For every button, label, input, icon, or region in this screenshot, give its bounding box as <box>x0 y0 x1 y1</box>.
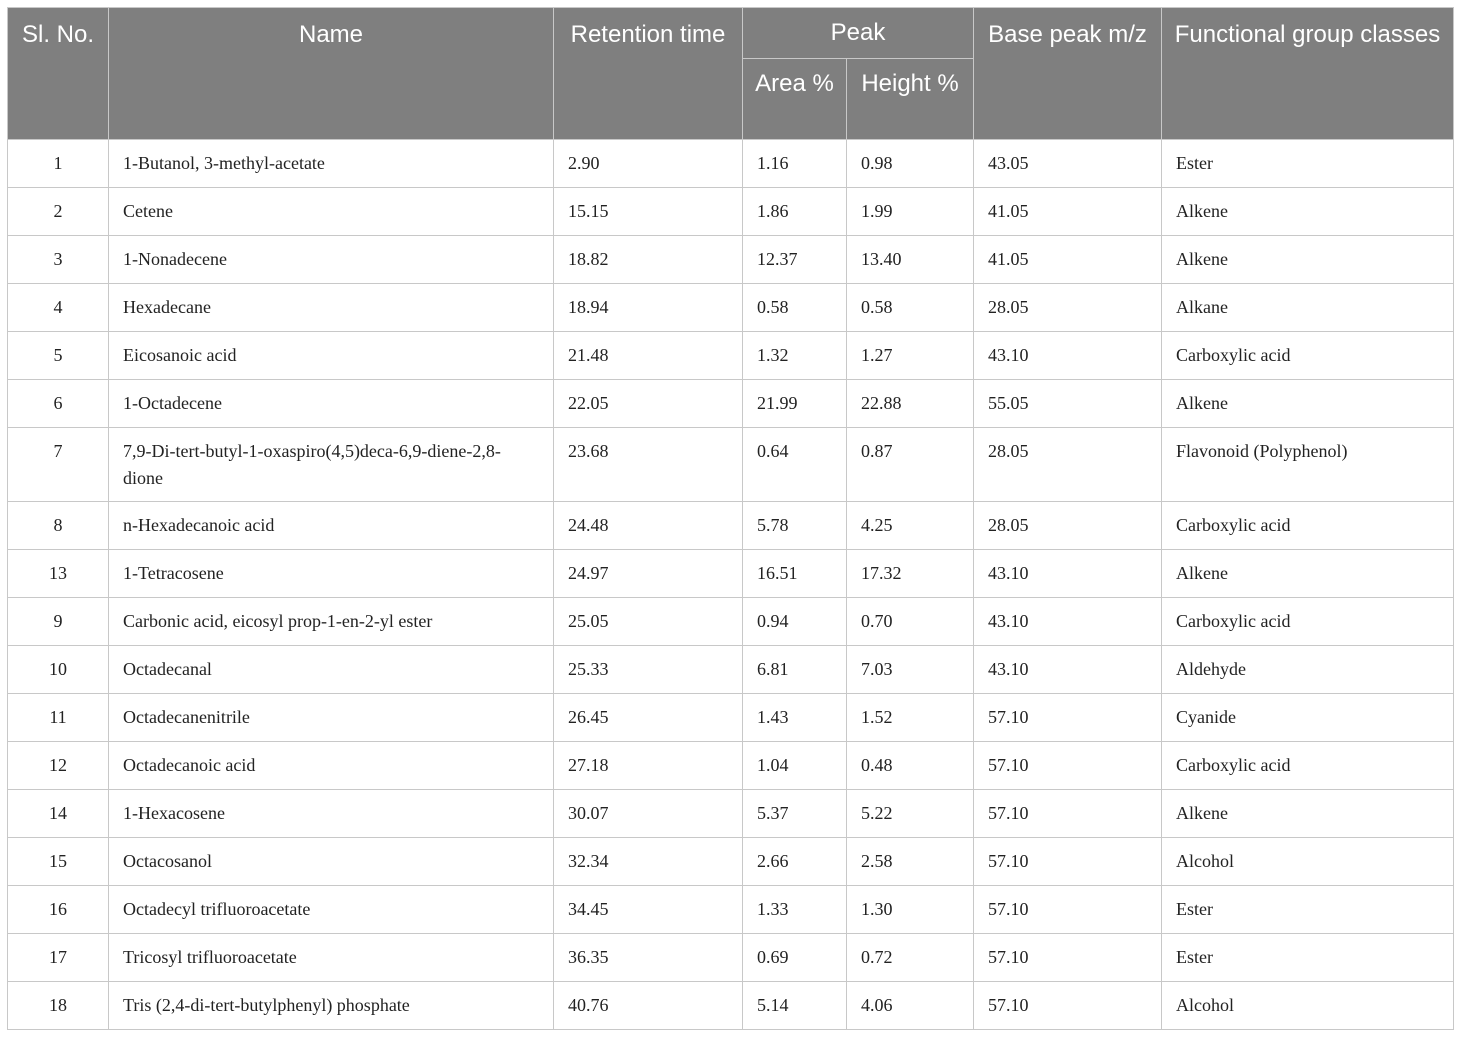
cell-height: 22.88 <box>847 380 974 428</box>
cell-base-peak: 43.10 <box>974 646 1162 694</box>
cell-name: 1-Octadecene <box>109 380 554 428</box>
cell-area: 5.37 <box>743 790 847 838</box>
cell-area: 5.78 <box>743 502 847 550</box>
cell-retention-time: 18.94 <box>554 284 743 332</box>
cell-height: 0.98 <box>847 140 974 188</box>
cell-height: 17.32 <box>847 550 974 598</box>
cell-functional-group: Aldehyde <box>1162 646 1454 694</box>
cell-area: 1.33 <box>743 886 847 934</box>
header-name: Name <box>109 8 554 140</box>
cell-height: 13.40 <box>847 236 974 284</box>
cell-name: Octacosanol <box>109 838 554 886</box>
cell-name: Octadecanenitrile <box>109 694 554 742</box>
cell-name: n-Hexadecanoic acid <box>109 502 554 550</box>
table-row <box>8 886 1454 934</box>
cell-name: Cetene <box>109 188 554 236</box>
table-row <box>8 838 1454 886</box>
table-row <box>8 380 1454 428</box>
cell-area: 0.69 <box>743 934 847 982</box>
cell-height: 0.72 <box>847 934 974 982</box>
cell-area: 0.94 <box>743 598 847 646</box>
cell-sl-no: 4 <box>8 284 109 332</box>
cell-area: 21.99 <box>743 380 847 428</box>
table-row <box>8 502 1454 550</box>
cell-base-peak: 43.05 <box>974 140 1162 188</box>
cell-sl-no: 6 <box>8 380 109 428</box>
cell-height: 7.03 <box>847 646 974 694</box>
cell-base-peak: 57.10 <box>974 934 1162 982</box>
cell-height: 1.30 <box>847 886 974 934</box>
cell-base-peak: 28.05 <box>974 502 1162 550</box>
cell-functional-group: Carboxylic acid <box>1162 502 1454 550</box>
cell-sl-no: 7 <box>8 428 109 502</box>
cell-functional-group: Ester <box>1162 140 1454 188</box>
cell-height: 0.87 <box>847 428 974 502</box>
cell-height: 4.25 <box>847 502 974 550</box>
table-row <box>8 742 1454 790</box>
cell-name: 1-Nonadecene <box>109 236 554 284</box>
cell-sl-no: 15 <box>8 838 109 886</box>
cell-sl-no: 18 <box>8 982 109 1030</box>
cell-functional-group: Ester <box>1162 886 1454 934</box>
cell-functional-group: Alcohol <box>1162 982 1454 1030</box>
cell-sl-no: 16 <box>8 886 109 934</box>
cell-area: 6.81 <box>743 646 847 694</box>
cell-base-peak: 57.10 <box>974 790 1162 838</box>
cell-retention-time: 22.05 <box>554 380 743 428</box>
cell-sl-no: 8 <box>8 502 109 550</box>
cell-sl-no: 14 <box>8 790 109 838</box>
cell-area: 1.04 <box>743 742 847 790</box>
cell-retention-time: 24.97 <box>554 550 743 598</box>
cell-retention-time: 2.90 <box>554 140 743 188</box>
table-row <box>8 428 1454 502</box>
cell-functional-group: Carboxylic acid <box>1162 332 1454 380</box>
cell-base-peak: 43.10 <box>974 598 1162 646</box>
cell-base-peak: 57.10 <box>974 838 1162 886</box>
cell-base-peak: 28.05 <box>974 428 1162 502</box>
compound-table <box>7 7 1454 1030</box>
cell-functional-group: Alcohol <box>1162 838 1454 886</box>
cell-name: Octadecanal <box>109 646 554 694</box>
cell-base-peak: 57.10 <box>974 886 1162 934</box>
header-peak: Peak <box>743 8 974 59</box>
cell-retention-time: 18.82 <box>554 236 743 284</box>
cell-retention-time: 24.48 <box>554 502 743 550</box>
header-functional-group: Functional group classes <box>1162 8 1454 140</box>
cell-area: 1.86 <box>743 188 847 236</box>
cell-area: 1.32 <box>743 332 847 380</box>
cell-name: Octadecyl trifluoroacetate <box>109 886 554 934</box>
cell-name: 1-Butanol, 3-methyl-acetate <box>109 140 554 188</box>
header-base-peak: Base peak m/z <box>974 8 1162 140</box>
table-row <box>8 598 1454 646</box>
table-row <box>8 332 1454 380</box>
cell-functional-group: Ester <box>1162 934 1454 982</box>
cell-retention-time: 27.18 <box>554 742 743 790</box>
cell-retention-time: 30.07 <box>554 790 743 838</box>
cell-area: 12.37 <box>743 236 847 284</box>
cell-height: 4.06 <box>847 982 974 1030</box>
cell-area: 0.58 <box>743 284 847 332</box>
cell-sl-no: 17 <box>8 934 109 982</box>
cell-base-peak: 43.10 <box>974 332 1162 380</box>
cell-retention-time: 25.05 <box>554 598 743 646</box>
table-row <box>8 982 1454 1030</box>
cell-area: 16.51 <box>743 550 847 598</box>
cell-base-peak: 57.10 <box>974 742 1162 790</box>
cell-functional-group: Carboxylic acid <box>1162 598 1454 646</box>
cell-sl-no: 2 <box>8 188 109 236</box>
header-height: Height % <box>847 59 974 140</box>
cell-base-peak: 41.05 <box>974 188 1162 236</box>
table-body <box>8 140 1454 1030</box>
cell-height: 0.58 <box>847 284 974 332</box>
cell-height: 5.22 <box>847 790 974 838</box>
cell-functional-group: Cyanide <box>1162 694 1454 742</box>
cell-retention-time: 40.76 <box>554 982 743 1030</box>
cell-name: 1-Hexacosene <box>109 790 554 838</box>
cell-sl-no: 11 <box>8 694 109 742</box>
cell-name: 1-Tetracosene <box>109 550 554 598</box>
cell-functional-group: Flavonoid (Polyphenol) <box>1162 428 1454 502</box>
cell-area: 1.43 <box>743 694 847 742</box>
cell-base-peak: 43.10 <box>974 550 1162 598</box>
cell-name: Carbonic acid, eicosyl prop-1-en-2-yl ester <box>109 598 554 646</box>
cell-area: 2.66 <box>743 838 847 886</box>
cell-sl-no: 5 <box>8 332 109 380</box>
table-row <box>8 646 1454 694</box>
cell-functional-group: Alkene <box>1162 236 1454 284</box>
cell-height: 1.52 <box>847 694 974 742</box>
cell-sl-no: 12 <box>8 742 109 790</box>
cell-retention-time: 15.15 <box>554 188 743 236</box>
table-row <box>8 140 1454 188</box>
cell-retention-time: 26.45 <box>554 694 743 742</box>
table-row <box>8 550 1454 598</box>
cell-height: 0.70 <box>847 598 974 646</box>
cell-functional-group: Alkane <box>1162 284 1454 332</box>
cell-retention-time: 21.48 <box>554 332 743 380</box>
table-row <box>8 790 1454 838</box>
cell-functional-group: Carboxylic acid <box>1162 742 1454 790</box>
cell-name: 7,9-Di-tert-butyl-1-oxaspiro(4,5)deca-6,9-diene-2,8-dione <box>109 428 554 502</box>
cell-retention-time: 32.34 <box>554 838 743 886</box>
cell-retention-time: 25.33 <box>554 646 743 694</box>
cell-retention-time: 23.68 <box>554 428 743 502</box>
cell-base-peak: 28.05 <box>974 284 1162 332</box>
cell-retention-time: 36.35 <box>554 934 743 982</box>
header-sl-no: Sl. No. <box>8 8 109 140</box>
cell-base-peak: 57.10 <box>974 694 1162 742</box>
cell-height: 1.27 <box>847 332 974 380</box>
cell-sl-no: 1 <box>8 140 109 188</box>
cell-area: 1.16 <box>743 140 847 188</box>
cell-sl-no: 13 <box>8 550 109 598</box>
cell-name: Octadecanoic acid <box>109 742 554 790</box>
compound-table-container <box>7 7 1453 1030</box>
cell-name: Hexadecane <box>109 284 554 332</box>
cell-functional-group: Alkene <box>1162 188 1454 236</box>
cell-name: Eicosanoic acid <box>109 332 554 380</box>
table-row <box>8 188 1454 236</box>
cell-sl-no: 3 <box>8 236 109 284</box>
cell-base-peak: 57.10 <box>974 982 1162 1030</box>
cell-functional-group: Alkene <box>1162 380 1454 428</box>
header-area: Area % <box>743 59 847 140</box>
table-row <box>8 236 1454 284</box>
table-row <box>8 694 1454 742</box>
cell-height: 1.99 <box>847 188 974 236</box>
cell-sl-no: 9 <box>8 598 109 646</box>
cell-retention-time: 34.45 <box>554 886 743 934</box>
cell-base-peak: 55.05 <box>974 380 1162 428</box>
cell-height: 2.58 <box>847 838 974 886</box>
cell-height: 0.48 <box>847 742 974 790</box>
cell-base-peak: 41.05 <box>974 236 1162 284</box>
cell-sl-no: 10 <box>8 646 109 694</box>
cell-name: Tricosyl trifluoroacetate <box>109 934 554 982</box>
table-row <box>8 934 1454 982</box>
cell-area: 5.14 <box>743 982 847 1030</box>
cell-functional-group: Alkene <box>1162 790 1454 838</box>
cell-name: Tris (2,4-di-tert-butylphenyl) phosphate <box>109 982 554 1030</box>
table-row <box>8 284 1454 332</box>
cell-area: 0.64 <box>743 428 847 502</box>
cell-functional-group: Alkene <box>1162 550 1454 598</box>
header-retention-time: Retention time <box>554 8 743 140</box>
